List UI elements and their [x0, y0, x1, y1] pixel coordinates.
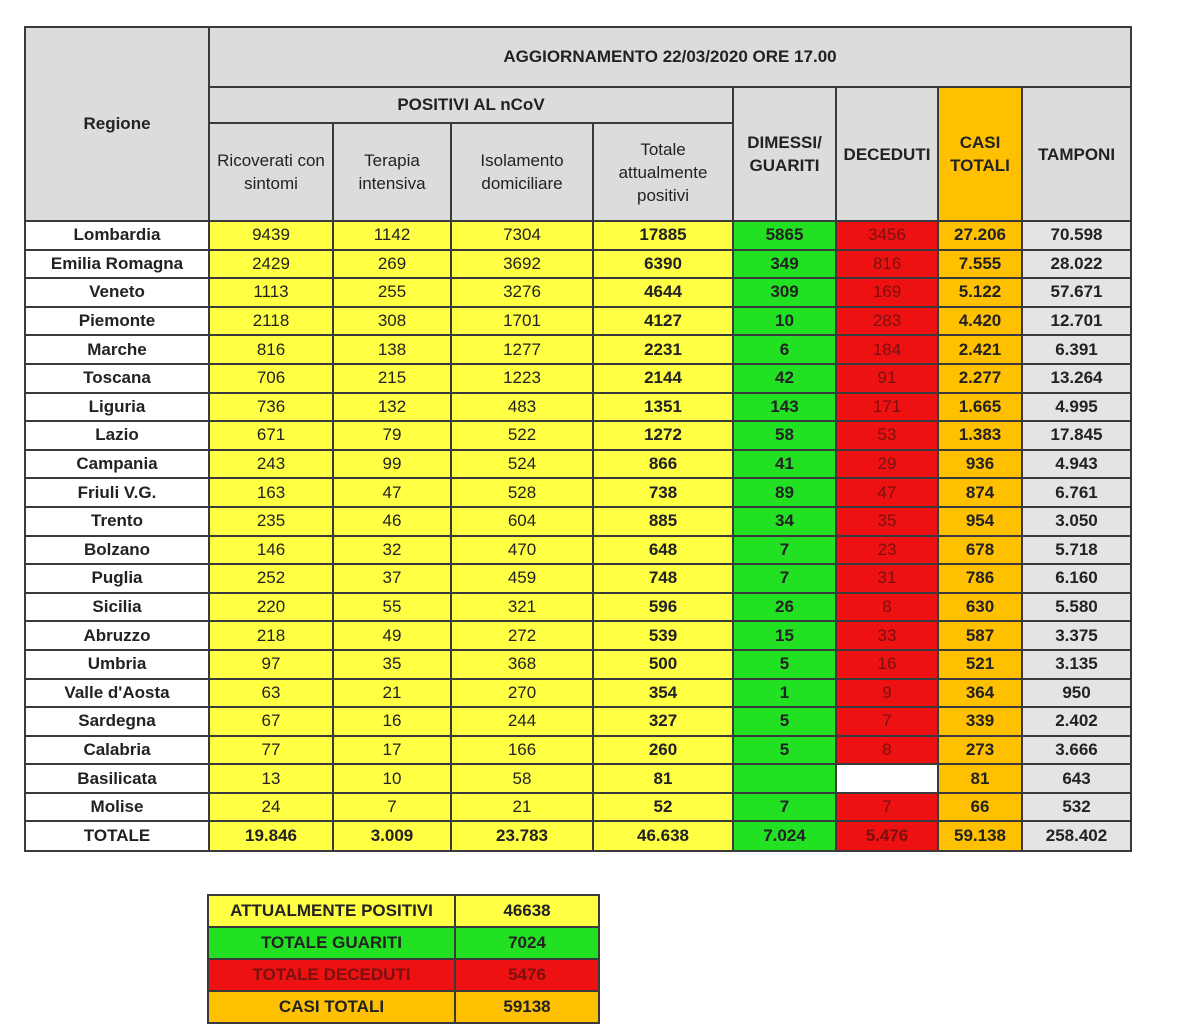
terapia-cell: 55	[333, 593, 451, 622]
table-row	[25, 650, 1131, 679]
deceduti-cell: 171	[836, 393, 938, 422]
tamponi-cell: 6.391	[1022, 335, 1131, 364]
totale-positivi-cell: 81	[593, 764, 733, 793]
deceduti-cell: 16	[836, 650, 938, 679]
header-casi-totali: CASI TOTALI	[938, 87, 1022, 221]
ricoverati-cell: 243	[209, 450, 333, 479]
ricoverati-cell: 63	[209, 679, 333, 708]
isolamento-cell: 1701	[451, 307, 593, 336]
terapia-cell: 49	[333, 621, 451, 650]
totale-positivi-cell: 6390	[593, 250, 733, 279]
totale-positivi-cell: 738	[593, 478, 733, 507]
ricoverati-cell: 77	[209, 736, 333, 765]
terapia-cell: 17	[333, 736, 451, 765]
dimessi-cell: 89	[733, 478, 836, 507]
terapia-cell: 79	[333, 421, 451, 450]
tamponi-cell: 3.666	[1022, 736, 1131, 765]
table-row	[25, 593, 1131, 622]
totale-casi: 59.138	[938, 821, 1022, 851]
dimessi-cell: 10	[733, 307, 836, 336]
ricoverati-cell: 671	[209, 421, 333, 450]
header-ricoverati: Ricoverati con sintomi	[209, 123, 333, 221]
dimessi-cell: 5865	[733, 221, 836, 250]
deceduti-cell: 9	[836, 679, 938, 708]
isolamento-cell: 604	[451, 507, 593, 536]
region-name: Piemonte	[25, 307, 209, 336]
isolamento-cell: 1277	[451, 335, 593, 364]
casi-totali-cell: 81	[938, 764, 1022, 793]
region-name: Marche	[25, 335, 209, 364]
region-name: Basilicata	[25, 764, 209, 793]
dimessi-cell: 7	[733, 793, 836, 822]
casi-totali-cell: 936	[938, 450, 1022, 479]
casi-totali-cell: 1.383	[938, 421, 1022, 450]
ricoverati-cell: 67	[209, 707, 333, 736]
ricoverati-cell: 13	[209, 764, 333, 793]
tamponi-cell: 57.671	[1022, 278, 1131, 307]
tamponi-cell: 17.845	[1022, 421, 1131, 450]
totale-label: TOTALE	[25, 821, 209, 851]
casi-totali-cell: 4.420	[938, 307, 1022, 336]
casi-totali-cell: 364	[938, 679, 1022, 708]
totale-positivi-cell: 748	[593, 564, 733, 593]
dimessi-cell: 349	[733, 250, 836, 279]
isolamento-cell: 3692	[451, 250, 593, 279]
region-name: Campania	[25, 450, 209, 479]
table-row	[25, 621, 1131, 650]
deceduti-cell: 169	[836, 278, 938, 307]
totale-positivi-cell: 596	[593, 593, 733, 622]
totale-tamponi: 258.402	[1022, 821, 1131, 851]
summary-row	[208, 895, 599, 927]
region-name: Trento	[25, 507, 209, 536]
dimessi-cell: 6	[733, 335, 836, 364]
ricoverati-cell: 1113	[209, 278, 333, 307]
isolamento-cell: 270	[451, 679, 593, 708]
dimessi-cell: 143	[733, 393, 836, 422]
header-deceduti: DECEDUTI	[836, 87, 938, 221]
totale-isolamento: 23.783	[451, 821, 593, 851]
table-row	[25, 764, 1131, 793]
terapia-cell: 35	[333, 650, 451, 679]
table-row	[25, 536, 1131, 565]
isolamento-cell: 483	[451, 393, 593, 422]
tamponi-cell: 6.761	[1022, 478, 1131, 507]
totale-positivi-cell: 4127	[593, 307, 733, 336]
ricoverati-cell: 706	[209, 364, 333, 393]
totale-positivi-cell: 4644	[593, 278, 733, 307]
ricoverati-cell: 218	[209, 621, 333, 650]
table-row	[25, 564, 1131, 593]
table-row	[25, 707, 1131, 736]
totale-positivi-cell: 354	[593, 679, 733, 708]
casi-totali-cell: 7.555	[938, 250, 1022, 279]
isolamento-cell: 528	[451, 478, 593, 507]
totale-dimessi: 7.024	[733, 821, 836, 851]
table-row	[25, 793, 1131, 822]
ricoverati-cell: 2429	[209, 250, 333, 279]
tamponi-cell: 28.022	[1022, 250, 1131, 279]
region-name: Toscana	[25, 364, 209, 393]
dimessi-cell: 5	[733, 707, 836, 736]
terapia-cell: 16	[333, 707, 451, 736]
dimessi-cell	[733, 764, 836, 793]
ricoverati-cell: 252	[209, 564, 333, 593]
table-title: AGGIORNAMENTO 22/03/2020 ORE 17.00	[209, 27, 1131, 87]
totale-positivi-cell: 52	[593, 793, 733, 822]
tamponi-cell: 643	[1022, 764, 1131, 793]
dimessi-cell: 7	[733, 564, 836, 593]
region-name: Sicilia	[25, 593, 209, 622]
region-name: Molise	[25, 793, 209, 822]
tamponi-cell: 3.050	[1022, 507, 1131, 536]
casi-totali-cell: 2.421	[938, 335, 1022, 364]
deceduti-cell: 53	[836, 421, 938, 450]
region-name: Lombardia	[25, 221, 209, 250]
dimessi-cell: 34	[733, 507, 836, 536]
summary-row	[208, 991, 599, 1023]
isolamento-cell: 3276	[451, 278, 593, 307]
deceduti-cell: 35	[836, 507, 938, 536]
region-name: Umbria	[25, 650, 209, 679]
deceduti-cell	[836, 764, 938, 793]
deceduti-cell: 29	[836, 450, 938, 479]
isolamento-cell: 272	[451, 621, 593, 650]
terapia-cell: 99	[333, 450, 451, 479]
tamponi-cell: 5.580	[1022, 593, 1131, 622]
casi-totali-cell: 630	[938, 593, 1022, 622]
deceduti-cell: 7	[836, 793, 938, 822]
ricoverati-cell: 736	[209, 393, 333, 422]
deceduti-cell: 33	[836, 621, 938, 650]
casi-totali-cell: 678	[938, 536, 1022, 565]
summary-value: 46638	[455, 895, 599, 927]
header-tamponi: TAMPONI	[1022, 87, 1131, 221]
ricoverati-cell: 220	[209, 593, 333, 622]
tamponi-cell: 13.264	[1022, 364, 1131, 393]
deceduti-cell: 184	[836, 335, 938, 364]
summary-label: CASI TOTALI	[208, 991, 455, 1023]
deceduti-cell: 47	[836, 478, 938, 507]
header-isolamento: Isolamento domiciliare	[451, 123, 593, 221]
casi-totali-cell: 2.277	[938, 364, 1022, 393]
terapia-cell: 47	[333, 478, 451, 507]
header-terapia: Terapia intensiva	[333, 123, 451, 221]
table-body	[25, 221, 1131, 821]
tamponi-cell: 5.718	[1022, 536, 1131, 565]
region-name: Puglia	[25, 564, 209, 593]
totale-positivi-cell: 539	[593, 621, 733, 650]
ricoverati-cell: 24	[209, 793, 333, 822]
tamponi-cell: 3.135	[1022, 650, 1131, 679]
casi-totali-cell: 339	[938, 707, 1022, 736]
table-row	[25, 278, 1131, 307]
terapia-cell: 46	[333, 507, 451, 536]
casi-totali-cell: 521	[938, 650, 1022, 679]
isolamento-cell: 58	[451, 764, 593, 793]
isolamento-cell: 166	[451, 736, 593, 765]
dimessi-cell: 41	[733, 450, 836, 479]
totale-positivi-cell: 1272	[593, 421, 733, 450]
totale-deceduti: 5.476	[836, 821, 938, 851]
summary-value: 5476	[455, 959, 599, 991]
casi-totali-cell: 874	[938, 478, 1022, 507]
dimessi-cell: 5	[733, 736, 836, 765]
ricoverati-cell: 97	[209, 650, 333, 679]
table-row	[25, 507, 1131, 536]
region-name: Veneto	[25, 278, 209, 307]
totale-positivi-cell: 500	[593, 650, 733, 679]
totale-positivi-cell: 2144	[593, 364, 733, 393]
totale-positivi-cell: 17885	[593, 221, 733, 250]
terapia-cell: 255	[333, 278, 451, 307]
terapia-cell: 32	[333, 536, 451, 565]
casi-totali-cell: 27.206	[938, 221, 1022, 250]
casi-totali-cell: 5.122	[938, 278, 1022, 307]
table-row	[25, 393, 1131, 422]
totale-positivi: 46.638	[593, 821, 733, 851]
table-row	[25, 250, 1131, 279]
deceduti-cell: 8	[836, 736, 938, 765]
isolamento-cell: 321	[451, 593, 593, 622]
terapia-cell: 138	[333, 335, 451, 364]
terapia-cell: 21	[333, 679, 451, 708]
terapia-cell: 308	[333, 307, 451, 336]
terapia-cell: 7	[333, 793, 451, 822]
totale-ricoverati: 19.846	[209, 821, 333, 851]
deceduti-cell: 8	[836, 593, 938, 622]
summary-label: TOTALE DECEDUTI	[208, 959, 455, 991]
isolamento-cell: 459	[451, 564, 593, 593]
region-name: Liguria	[25, 393, 209, 422]
region-name: Sardegna	[25, 707, 209, 736]
isolamento-cell: 21	[451, 793, 593, 822]
totale-terapia: 3.009	[333, 821, 451, 851]
isolamento-cell: 7304	[451, 221, 593, 250]
header-dimessi: DIMESSI/ GUARITI	[733, 87, 836, 221]
dimessi-cell: 58	[733, 421, 836, 450]
deceduti-cell: 23	[836, 536, 938, 565]
dimessi-cell: 42	[733, 364, 836, 393]
dimessi-cell: 309	[733, 278, 836, 307]
deceduti-cell: 283	[836, 307, 938, 336]
dimessi-cell: 7	[733, 536, 836, 565]
deceduti-cell: 3456	[836, 221, 938, 250]
regional-data-table	[24, 26, 1132, 852]
table-row	[25, 307, 1131, 336]
summary-value: 7024	[455, 927, 599, 959]
dimessi-cell: 5	[733, 650, 836, 679]
dimessi-cell: 15	[733, 621, 836, 650]
terapia-cell: 132	[333, 393, 451, 422]
table-row	[25, 478, 1131, 507]
ricoverati-cell: 235	[209, 507, 333, 536]
region-name: Lazio	[25, 421, 209, 450]
totale-positivi-cell: 260	[593, 736, 733, 765]
totale-positivi-cell: 648	[593, 536, 733, 565]
table-row	[25, 736, 1131, 765]
isolamento-cell: 244	[451, 707, 593, 736]
tamponi-cell: 950	[1022, 679, 1131, 708]
casi-totali-cell: 273	[938, 736, 1022, 765]
terapia-cell: 215	[333, 364, 451, 393]
isolamento-cell: 524	[451, 450, 593, 479]
ricoverati-cell: 2118	[209, 307, 333, 336]
region-name: Valle d'Aosta	[25, 679, 209, 708]
totale-positivi-cell: 1351	[593, 393, 733, 422]
totale-positivi-cell: 885	[593, 507, 733, 536]
tamponi-cell: 2.402	[1022, 707, 1131, 736]
tamponi-cell: 532	[1022, 793, 1131, 822]
summary-row	[208, 959, 599, 991]
deceduti-cell: 91	[836, 364, 938, 393]
terapia-cell: 1142	[333, 221, 451, 250]
casi-totali-cell: 587	[938, 621, 1022, 650]
table-row	[25, 335, 1131, 364]
totale-positivi-cell: 2231	[593, 335, 733, 364]
totale-row	[25, 821, 1131, 851]
totale-positivi-cell: 866	[593, 450, 733, 479]
region-name: Abruzzo	[25, 621, 209, 650]
casi-totali-cell: 1.665	[938, 393, 1022, 422]
region-name: Calabria	[25, 736, 209, 765]
table-row	[25, 221, 1131, 250]
casi-totali-cell: 954	[938, 507, 1022, 536]
ricoverati-cell: 146	[209, 536, 333, 565]
isolamento-cell: 522	[451, 421, 593, 450]
casi-totali-cell: 66	[938, 793, 1022, 822]
isolamento-cell: 470	[451, 536, 593, 565]
terapia-cell: 269	[333, 250, 451, 279]
summary-value: 59138	[455, 991, 599, 1023]
region-name: Bolzano	[25, 536, 209, 565]
tamponi-cell: 3.375	[1022, 621, 1131, 650]
table-row	[25, 421, 1131, 450]
deceduti-cell: 816	[836, 250, 938, 279]
tamponi-cell: 6.160	[1022, 564, 1131, 593]
deceduti-cell: 31	[836, 564, 938, 593]
terapia-cell: 10	[333, 764, 451, 793]
casi-totali-cell: 786	[938, 564, 1022, 593]
isolamento-cell: 368	[451, 650, 593, 679]
header-totale-positivi: Totale attualmente positivi	[593, 123, 733, 221]
tamponi-cell: 70.598	[1022, 221, 1131, 250]
table-row	[25, 364, 1131, 393]
tamponi-cell: 4.943	[1022, 450, 1131, 479]
region-name: Friuli V.G.	[25, 478, 209, 507]
ricoverati-cell: 163	[209, 478, 333, 507]
header-regione: Regione	[25, 27, 209, 221]
region-name: Emilia Romagna	[25, 250, 209, 279]
tamponi-cell: 4.995	[1022, 393, 1131, 422]
isolamento-cell: 1223	[451, 364, 593, 393]
dimessi-cell: 1	[733, 679, 836, 708]
ricoverati-cell: 816	[209, 335, 333, 364]
ricoverati-cell: 9439	[209, 221, 333, 250]
deceduti-cell: 7	[836, 707, 938, 736]
summary-label: TOTALE GUARITI	[208, 927, 455, 959]
summary-label: ATTUALMENTE POSITIVI	[208, 895, 455, 927]
table-row	[25, 679, 1131, 708]
table-row	[25, 450, 1131, 479]
terapia-cell: 37	[333, 564, 451, 593]
header-positivi: POSITIVI AL nCoV	[209, 87, 733, 123]
tamponi-cell: 12.701	[1022, 307, 1131, 336]
summary-table	[207, 894, 600, 1024]
totale-positivi-cell: 327	[593, 707, 733, 736]
dimessi-cell: 26	[733, 593, 836, 622]
summary-row	[208, 927, 599, 959]
